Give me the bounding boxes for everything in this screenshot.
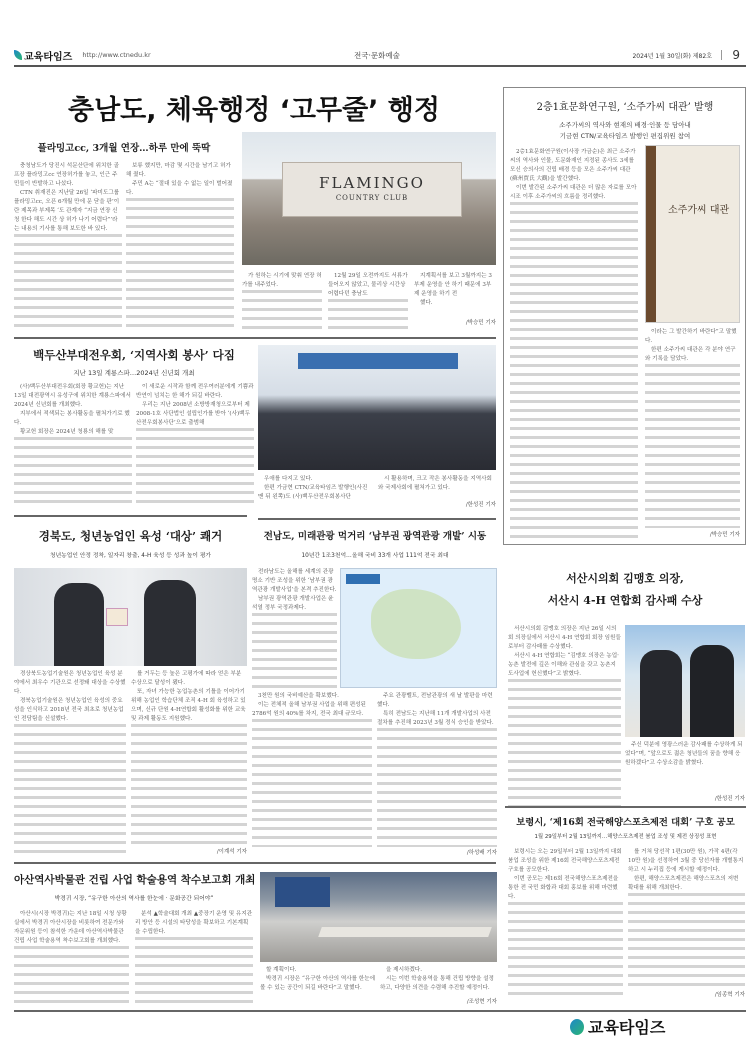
section-rule xyxy=(258,518,496,520)
header-logo[interactable]: 교육타임즈 xyxy=(24,51,73,63)
article-paragraph: 이라는 그 발간하기 바란다”고 말했다. xyxy=(645,329,737,344)
section-rule xyxy=(505,806,746,808)
jeonnam-subhead: 10년간 1조3천억…올해 국비 33개 사업 111억 전국 최대 xyxy=(301,553,449,559)
baekdu-group-photo xyxy=(258,345,496,470)
plaque-award-photo xyxy=(625,625,745,737)
footer-logo-text: 교육타임즈 xyxy=(588,1018,666,1037)
article-paragraph: 12월 29일 오전까지도 서류가 들어오지 않았고, 물리상 시간상 어렵다던 충남도 xyxy=(328,273,408,297)
page-number: 9 xyxy=(732,48,740,62)
header-url[interactable]: http://www.ctnedu.kr xyxy=(82,51,151,59)
article-paragraph: 시는 이번 학술용역을 통해 건립 방향을 설정하고, 다양한 의견을 수렴해 추진할 예정이다. xyxy=(380,976,494,991)
illegible-text-lines xyxy=(508,902,623,998)
section-rule xyxy=(14,862,496,864)
article-paragraph: 서산시의회 김맹호 의장은 지난 26일 시의회 의장실에서 서산시 4-H 연합회 회장 임원들로부터 감사패를 수상했다. xyxy=(508,626,621,650)
asan-body-col1 xyxy=(14,910,129,1005)
lead-body-col3 xyxy=(242,272,322,330)
illegible-text-lines xyxy=(510,202,638,538)
article-paragraph: 한편, 해양스포츠제전은 해양스포츠의 저변 확대를 위해 개최한다. xyxy=(628,876,739,891)
article-paragraph: 한편 소주가씨 대관은 각 분야 연구와 기록을 담았다. xyxy=(645,347,736,362)
seosan-byline: /한성진 기자 xyxy=(714,796,745,802)
lead-headline: 충남도, 체육행정 ‘고무줄’ 행정 xyxy=(68,95,440,126)
article-paragraph: 할 계획이다. xyxy=(266,967,297,973)
boryeong-body-col2 xyxy=(628,848,745,988)
golf-club-photo xyxy=(242,132,496,265)
briefing-meeting-photo xyxy=(260,872,497,962)
illegible-text-lines xyxy=(135,937,253,1005)
lead-byline: /박승민 기자 xyxy=(465,320,496,326)
article-paragraph: 충청남도가 당진시 석문산단에 위치한 골프장 플라밍고cc 연장허가를 놓고, 인근 주민들이 반발하고 나섰다. xyxy=(14,163,119,187)
article-paragraph: 를 거두는 등 높은 고평가에 따라 얻은 부분 수상으로 달성이 됐다. xyxy=(131,671,242,686)
illegible-text-lines xyxy=(14,946,129,1005)
lead-body-col5 xyxy=(414,272,496,312)
jeonnam-headline: 전남도, 미래관광 먹거리 ‘남부권 광역관광 개발’ 시동 xyxy=(263,531,487,542)
logo-leaf-icon xyxy=(14,50,22,60)
baekdu-headline: 백두산부대전우회, ‘지역사회 봉사’ 다짐 xyxy=(33,348,235,362)
article-paragraph: 주민 A는 “절대 있을 수 없는 일이 벌어졌다. xyxy=(126,181,233,196)
article-paragraph: 이는 전체적 올해 남부권 사업을 위해 편성된 2786억 원의 40%를 차지, 전국 최대 규모다. xyxy=(252,702,366,717)
gyeongbuk-subhead: 청년농업인 안정 정착, 일자리 창출, 4-H 육성 등 성과 높이 평가 xyxy=(49,553,212,559)
gyeongbuk-body-col2 xyxy=(131,670,247,845)
gyeongbuk-headline: 경북도, 청년농업인 육성 ‘대상’ 쾌거 xyxy=(38,529,223,543)
baekdu-body-col4 xyxy=(378,475,496,500)
book-cover-image xyxy=(645,145,740,323)
article-paragraph: 지부에서 적색되는 봉사활동을 펼쳐가기로 했다. xyxy=(14,411,130,426)
boryeong-headline: 보령시, ‘제16회 전국해양스포츠제전 대회’ 구호 공모 xyxy=(516,817,735,828)
article-paragraph: (사)백두산부대전우회(회장 황교헌)는 지난 13일 대전광역시 유성구에 위치한 계룡스파에서 2024년 신년회를 개최했다. xyxy=(14,384,131,408)
article-paragraph: 또, 자녀 가능한 농업농촌의 기틀을 이어가기 위해 농업인 학습단체 조직 4-H 회 육성하고 있으며, 신규 단원 4-H연합회 활성화를 위한 교육 및 과제 활동도 지원했다. xyxy=(131,689,246,722)
book-sub2: 기금현 CTN/교육타임즈 발행인 편집위원 참여 xyxy=(559,132,691,140)
article-paragraph: CTN 취재진은 지난달 26일 ‘파미도그룹 플라밍고cc, 오픈 6개월 만에 문 닫을 판’이란 제목과 부제목 ‘도 관계자 “지금 연장 신청 한다 해도 시간 상 허가 나기 어렵다”’라는 내용의 기사를 통해 보도한 바 있다. xyxy=(14,190,120,232)
article-paragraph: 황교헌 회장은 2024년 청룡의 해를 맞 xyxy=(20,429,114,435)
article-paragraph: 이 새로운 시작과 함께 전우여러분에게 기쁨과 반연이 넘치는 한 해가 되길 바란다. xyxy=(136,384,254,399)
article-paragraph: 한편 가금현 CTN/교육타임즈 발행인(사진 맨 뒤 왼쪽)도 (사)백두산전우회봉사단 xyxy=(258,485,368,500)
book-body-col1 xyxy=(510,148,638,538)
article-paragraph: 3천만 원의 국비예산을 확보했다. xyxy=(258,693,339,699)
asan-headline: 아산역사박물관 건립 사업 학술용역 착수보고회 개최 xyxy=(14,874,256,886)
article-paragraph: 박경귀 시장은 “유구한 아산의 역사를 한눈에 볼 수 있는 공간이 되길 바란다”고 말했다. xyxy=(260,976,375,991)
baekdu-body-col2 xyxy=(136,383,254,508)
illegible-text-lines xyxy=(14,724,126,855)
seosan-body-col2 xyxy=(625,741,745,791)
sign-text: FLAMINGO xyxy=(319,174,425,192)
illegible-text-lines xyxy=(136,428,254,508)
seosan-headline-1: 서산시의회 김맹호 의장, xyxy=(566,572,684,585)
lead-body-col4 xyxy=(328,272,408,330)
sign-text-2: COUNTRY CLUB xyxy=(335,194,409,202)
asan-body-col3 xyxy=(260,966,375,1006)
footer-rule xyxy=(14,1010,746,1012)
jeonnam-body-col3 xyxy=(377,692,497,847)
article-paragraph: 우애를 다지고 있다. xyxy=(264,476,313,482)
article-paragraph: 보류 했지만, 마감 몇 시간을 남기고 허가 해 줬다. xyxy=(126,163,231,178)
illegible-text-lines xyxy=(377,728,497,847)
illegible-text-lines xyxy=(508,679,621,810)
seosan-headline-2: 서산시 4-H 연합회 감사패 수상 xyxy=(547,594,703,607)
article-paragraph: 지계획서를 보고 3월까지는 3부제 운영을 안 하기 때문에 3부제 운영을 하기 전 xyxy=(414,273,492,297)
issue-date: 2024년 1월 30일(화) 제82호 xyxy=(632,52,712,60)
footer-logo xyxy=(570,1015,665,1038)
boryeong-body-col1 xyxy=(508,848,623,998)
masthead xyxy=(14,48,742,62)
asan-subhead: 박경귀 시장, “유구한 아산의 역사를 한눈에 · 문화공간 되어야” xyxy=(54,896,214,902)
illegible-text-lines xyxy=(131,724,247,845)
section-name: 전국·문화예술 xyxy=(354,50,400,60)
book-cover-title: 소주가씨 대관 xyxy=(668,205,730,216)
article-paragraph: 을 제시하겠다. xyxy=(386,967,422,973)
baekdu-subhead: 지난 13일 계룡스파…2024년 신년회 개최 xyxy=(73,369,195,377)
book-body-col2 xyxy=(645,328,740,528)
article-paragraph: 이번 발간된 소주가씨 대관은 더 많은 자료를 모아 시조 이후 소주가씨의 흐름을 정리했다. xyxy=(510,185,637,200)
section-rule xyxy=(14,337,496,339)
book-sub1: 소주가씨의 역사와 현재의 배경·인물 등 담아내 xyxy=(559,121,691,129)
article-paragraph: 2층1효문화연구원(이사장 가금순)은 최근 소주가씨의 역사와 인물, 도문화재인 지정된 종사도 3세를 모신 승의사의 건립 배경 등을 모은 소주가씨 대관(蘇州賈氏 大觀)을 발간했다. xyxy=(510,149,636,182)
illegible-text-lines xyxy=(328,299,408,330)
gyeongbuk-byline: /이계석 기자 xyxy=(216,849,247,855)
illegible-text-lines xyxy=(645,364,740,528)
illegible-text-lines xyxy=(252,719,372,847)
lead-body-col1 xyxy=(14,162,122,330)
logo-swoosh-icon xyxy=(570,1019,584,1035)
article-paragraph: 시 활용하며, 크고 작은 봉사활동을 지역사회와 국제사회에 펼쳐가고 있다. xyxy=(378,476,492,491)
article-paragraph: 서산시 4-H 연합회는 “김맹호 의장은 농업·농촌 발전에 깊은 이해와 관심을 갖고 농촌지도사업에 헌신했다”고 밝혔다. xyxy=(508,653,619,677)
gyeongbuk-body-col1 xyxy=(14,670,126,855)
article-paragraph: 이번 공모는 제16회 전국해양스포츠제전을 통한 전 국민 화합과 대회 홍보를 위해 마련했다. xyxy=(508,876,619,900)
header-rule xyxy=(14,65,746,67)
book-headline: 2층1효문화연구원, ‘소주가씨 대관’ 발행 xyxy=(536,102,714,113)
article-paragraph: 남부권 광역관광 개발사업은 윤석열 정부 국정과제다. xyxy=(252,596,334,611)
book-byline: /박승민 기자 xyxy=(709,532,740,538)
article-paragraph: 경상북도농업기술원은 청년농업인 육성 분야에서 최우수 기관으로 선정돼 대상을 수상했다. xyxy=(14,671,126,695)
article-paragraph: 분석 ▲학술대회 개최 ▲중장기 운영 및 유지관리 방안 등 시설의 타당성을 확보하고 기본계획을 수립한다. xyxy=(135,911,253,935)
asan-body-col4 xyxy=(380,966,497,996)
illegible-text-lines xyxy=(242,290,322,330)
boryeong-byline: /임종혁 기자 xyxy=(714,992,745,998)
baekdu-body-col3 xyxy=(258,475,373,508)
boryeong-subhead: 1월 29일부터 2월 13일까지…해양스포츠제전 붐업 조성 및 제전 상징성 표현 xyxy=(534,834,717,840)
lead-body-col2 xyxy=(126,162,234,330)
illegible-text-lines xyxy=(252,613,337,688)
illegible-text-lines xyxy=(126,198,234,330)
article-paragraph: 가 원하는 시기에 맞춰 연장 허가를 내주었다. xyxy=(242,273,322,288)
article-paragraph: 를 거쳐 당선작 1편(30만 원), 가작 4편(각 10만 원)을 선정하여 3월 중 당선자를 개별통지하고 시 누리집 등에 게시할 예정이다. xyxy=(628,849,744,873)
article-paragraph: 전라남도는 올해를 세계의 관광명소 기반 조성을 위한 ‘남부권 광역관광 개발사업’을 본격 추진한다. xyxy=(252,569,337,593)
asan-byline: /조성현 기자 xyxy=(466,999,497,1005)
tourism-map xyxy=(340,568,497,688)
jeonnam-byline: /하성배 기자 xyxy=(466,850,497,856)
baekdu-byline: /한성진 기자 xyxy=(465,502,496,508)
baekdu-body-col1 xyxy=(14,383,132,508)
jeonnam-body-col1 xyxy=(252,568,337,688)
jeonnam-body-col2 xyxy=(252,692,372,847)
article-paragraph: 아산시(시장 박경귀)는 지난 18일 시청 상황실에서 박경귀 아산시장을 비롯하여 전문가와 자문위원 등이 참석한 가운데 아산역사박물관 건립 사업 학술용역 착수보고회를 개최했다. xyxy=(14,911,127,944)
article-paragraph: 특히 전남도는 지난해 11개 개발사업의 사전 절차를 추진해 2023년 3월 정식 승인을 받았다. xyxy=(377,711,494,726)
article-paragraph: 주신 덕분에 영광스러운 감사패를 수상하게 되었다”며, “앞으로도 젊은 청년들의 꿈을 향해 응원하겠다”고 수상소감을 밝혔다. xyxy=(625,742,743,766)
asan-body-col2 xyxy=(135,910,253,1005)
article-paragraph: 주요 관광벨트, 전남관광의 새 날 발판을 마련했다. xyxy=(377,693,493,708)
header-divider xyxy=(721,50,722,60)
illegible-text-lines xyxy=(14,437,132,508)
article-paragraph: 우리는 지난 2008년 소방방재청으로부터 제2008-1호 사단법인 설립인가를 받아 ‘(사)백두산전우회봉사단’으로 출범해 xyxy=(136,402,250,426)
article-paragraph: 경북농업기술원은 청년농업인 육성의 중요성을 인식하고 2018년 전국 최초로 청년농업인 전담팀을 신설했다. xyxy=(14,698,124,722)
section-rule xyxy=(14,515,247,517)
article-paragraph: 했다. xyxy=(420,300,433,306)
lead-subhead: 플라밍고cc, 3개월 연장…하루 만에 뚝딱 xyxy=(37,143,211,154)
illegible-text-lines xyxy=(628,893,745,988)
award-ceremony-photo xyxy=(14,568,247,666)
article-paragraph: 보령시는 오는 29일부터 2월 13일까지 대회 붐업 조성을 위한 제16회 전국해양스포츠제전 구호를 공모한다. xyxy=(508,849,622,873)
seosan-body-col1 xyxy=(508,625,621,810)
illegible-text-lines xyxy=(14,234,122,330)
